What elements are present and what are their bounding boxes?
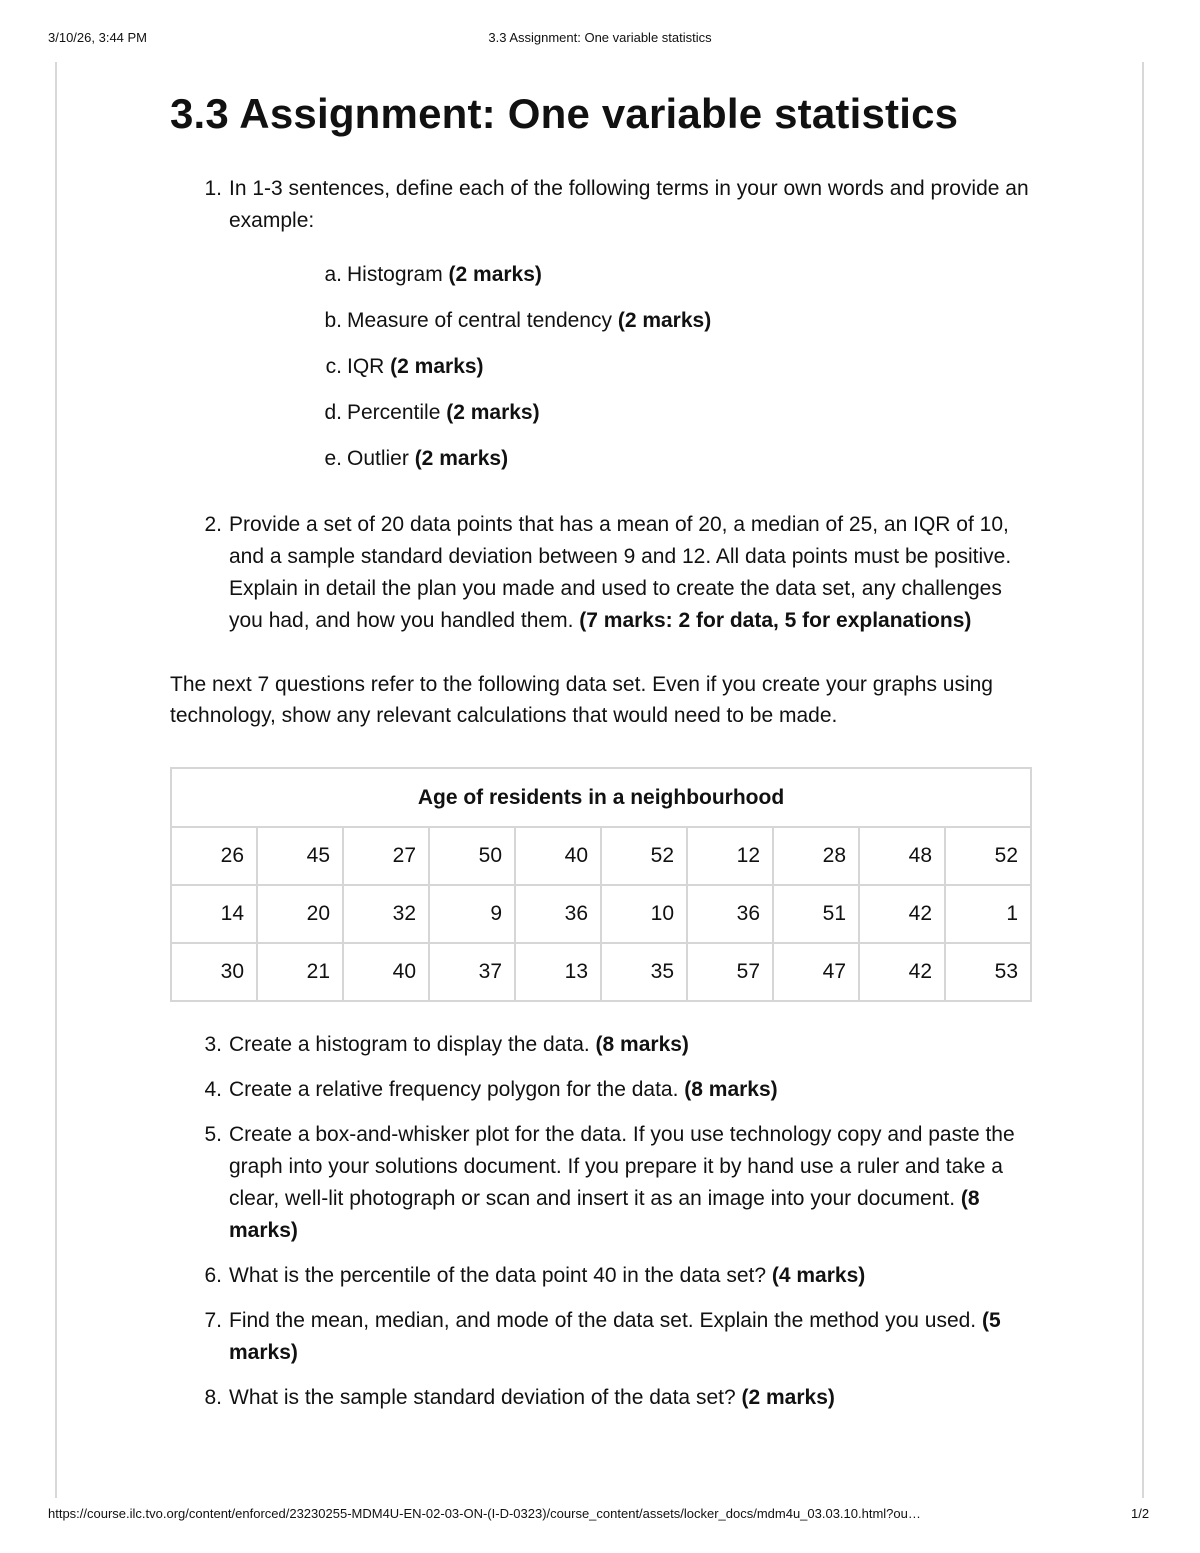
question-text: Create a relative frequency polygon for the data. <box>229 1078 685 1101</box>
page-number: 1/2 <box>1131 1506 1150 1521</box>
question-1 <box>170 173 1040 475</box>
table-cell: 37 <box>429 943 515 1001</box>
table-cell: 27 <box>343 827 429 885</box>
table-cell: 1 <box>945 885 1031 943</box>
question-text: Find the mean, median, and mode of the data set. Explain the method you used. <box>229 1309 982 1332</box>
table-cell: 36 <box>687 885 773 943</box>
data-table <box>170 767 1032 1002</box>
table-row <box>171 943 1031 1001</box>
table-cell: 12 <box>687 827 773 885</box>
subquestion-a <box>229 259 1040 291</box>
table-row <box>171 885 1031 943</box>
table-cell: 47 <box>773 943 859 1001</box>
subquestion-text: Histogram <box>347 263 449 286</box>
question-number: 4. <box>204 1078 222 1101</box>
marks-label: (2 marks) <box>414 447 509 470</box>
table-cell: 42 <box>859 885 945 943</box>
table-cell: 9 <box>429 885 515 943</box>
print-header <box>0 30 1200 50</box>
print-datetime: 3/10/26, 3:44 PM <box>48 30 148 45</box>
question-number: 5. <box>204 1123 222 1146</box>
page-url: https://course.ilc.tvo.org/content/enforced/23230255-MDM4U-EN-02-03-ON-(I-D-0323)/course_content/assets/locker_docs/mdm4u_03.03.10.html?ou… <box>48 1506 921 1521</box>
marks-label: (8 marks) <box>595 1033 689 1056</box>
question-text: What is the percentile of the data point 40 in the data set? <box>229 1264 772 1287</box>
question-8 <box>170 1382 1040 1414</box>
subquestion-letter: d. <box>324 401 342 424</box>
question-number: 8. <box>204 1386 222 1409</box>
subquestion-text: Percentile <box>347 401 447 424</box>
table-caption: Age of residents in a neighbourhood <box>171 768 1031 827</box>
table-cell: 42 <box>859 943 945 1001</box>
table-cell: 52 <box>945 827 1031 885</box>
question-text: In 1-3 sentences, define each of the following terms in your own words and provide an example: <box>229 177 1029 232</box>
table-cell: 21 <box>257 943 343 1001</box>
subquestion-d <box>229 397 1040 429</box>
question-number: 6. <box>204 1264 222 1287</box>
table-cell: 30 <box>171 943 257 1001</box>
marks-label: (2 marks) <box>741 1386 835 1409</box>
table-row <box>171 827 1031 885</box>
question-number: 1. <box>204 177 222 200</box>
question-6 <box>170 1260 1040 1292</box>
question-number: 7. <box>204 1309 222 1332</box>
question-list-part2 <box>170 1029 1040 1414</box>
table-cell: 51 <box>773 885 859 943</box>
question-7 <box>170 1305 1040 1369</box>
subquestion-list <box>229 259 1040 475</box>
document-body <box>170 84 1040 1414</box>
table-cell: 36 <box>515 885 601 943</box>
data-set-intro: The next 7 questions refer to the following data set. Even if you create your graphs using technology, show any relevant calculations that would need to be made. <box>170 673 993 727</box>
subquestion-text: Measure of central tendency <box>347 309 618 332</box>
marks-label: (2 marks) <box>390 355 484 378</box>
subquestion-e <box>229 443 1040 475</box>
subquestion-text: Outlier <box>347 447 415 470</box>
table-cell: 40 <box>515 827 601 885</box>
right-page-border <box>1142 62 1144 1498</box>
subquestion-letter: b. <box>324 309 342 332</box>
question-number: 3. <box>204 1033 222 1056</box>
marks-label: (2 marks) <box>617 309 712 332</box>
left-page-border <box>55 62 57 1498</box>
subquestion-letter: a. <box>324 263 342 286</box>
print-doc-title: 3.3 Assignment: One variable statistics <box>488 30 712 45</box>
question-number: 2. <box>204 513 222 536</box>
question-list-part1 <box>170 173 1040 637</box>
marks-label: (8 marks) <box>684 1078 778 1101</box>
marks-label: (8 marks) <box>229 1187 980 1242</box>
question-text: Create a box-and-whisker plot for the data. If you use technology copy and paste the graph into your solutions document. If you prepare it by hand use a ruler and take a clear, well-lit photograph or scan and insert it as an image into your document. <box>229 1123 1015 1210</box>
marks-label: (2 marks) <box>446 401 540 424</box>
table-cell: 35 <box>601 943 687 1001</box>
page-title: 3.3 Assignment: One variable statistics <box>170 90 959 137</box>
table-cell: 57 <box>687 943 773 1001</box>
table-cell: 28 <box>773 827 859 885</box>
subquestion-c <box>229 351 1040 383</box>
question-text: Create a histogram to display the data. <box>229 1033 596 1056</box>
print-footer <box>0 1506 1200 1526</box>
subquestion-text: IQR <box>347 355 391 378</box>
question-text: What is the sample standard deviation of the data set? <box>229 1386 742 1409</box>
subquestion-letter: c. <box>325 355 342 378</box>
table-cell: 26 <box>171 827 257 885</box>
table-cell: 53 <box>945 943 1031 1001</box>
subquestion-letter: e. <box>324 447 342 470</box>
marks-label: (4 marks) <box>771 1264 866 1287</box>
marks-label: (5 marks) <box>229 1309 1001 1364</box>
question-5 <box>170 1119 1040 1247</box>
marks-label: (7 marks: 2 for data, 5 for explanations) <box>579 609 972 632</box>
question-text: Provide a set of 20 data points that has a mean of 20, a median of 25, an IQR of 10, and a sample standard deviation between 9 and 12. All data points must be positive. Explain in detail the plan you made and used to create the data set, any challenges you had, and how you handled them. <box>229 513 1012 632</box>
table-cell: 10 <box>601 885 687 943</box>
question-4 <box>170 1074 1040 1106</box>
table-cell: 13 <box>515 943 601 1001</box>
question-2 <box>170 509 1040 637</box>
question-3 <box>170 1029 1040 1061</box>
table-cell: 14 <box>171 885 257 943</box>
subquestion-b <box>229 305 1040 337</box>
table-cell: 45 <box>257 827 343 885</box>
table-cell: 52 <box>601 827 687 885</box>
table-cell: 40 <box>343 943 429 1001</box>
table-cell: 32 <box>343 885 429 943</box>
marks-label: (2 marks) <box>448 263 542 286</box>
table-cell: 50 <box>429 827 515 885</box>
table-cell: 48 <box>859 827 945 885</box>
table-cell: 20 <box>257 885 343 943</box>
